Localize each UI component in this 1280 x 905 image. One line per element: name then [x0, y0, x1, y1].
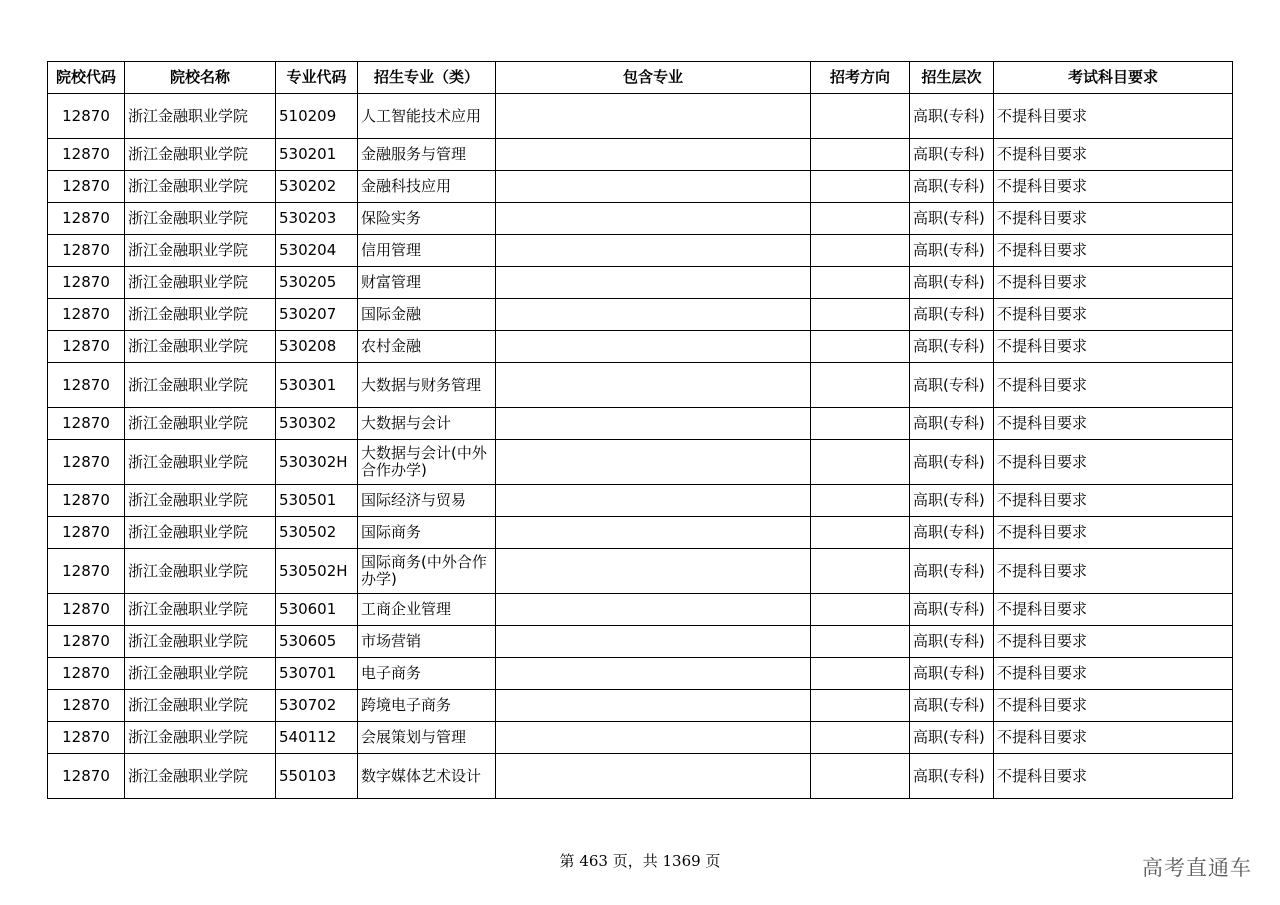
cell-school-code: 12870 [48, 440, 125, 485]
cell-school-code: 12870 [48, 485, 125, 517]
cell-direction [811, 171, 910, 203]
watermark: 高考直通车 [1142, 856, 1252, 880]
cell-level: 高职(专科) [910, 94, 994, 139]
cell-included-majors [496, 549, 811, 594]
table-row [48, 203, 1233, 235]
cell-included-majors [496, 722, 811, 754]
cell-major-code: 510209 [276, 94, 358, 139]
cell-major-code: 530208 [276, 331, 358, 363]
cell-school-code: 12870 [48, 626, 125, 658]
cell-level: 高职(专科) [910, 754, 994, 799]
cell-level: 高职(专科) [910, 485, 994, 517]
cell-level: 高职(专科) [910, 690, 994, 722]
cell-major: 金融科技应用 [358, 171, 496, 203]
cell-level: 高职(专科) [910, 594, 994, 626]
cell-school-name: 浙江金融职业学院 [125, 658, 276, 690]
cell-included-majors [496, 594, 811, 626]
cell-major: 国际经济与贸易 [358, 485, 496, 517]
cell-included-majors [496, 485, 811, 517]
cell-included-majors [496, 331, 811, 363]
cell-school-code: 12870 [48, 331, 125, 363]
cell-major-code: 530601 [276, 594, 358, 626]
cell-school-name: 浙江金融职业学院 [125, 331, 276, 363]
cell-subject-req: 不提科目要求 [994, 94, 1233, 139]
cell-subject-req: 不提科目要求 [994, 722, 1233, 754]
cell-direction [811, 235, 910, 267]
cell-school-name: 浙江金融职业学院 [125, 440, 276, 485]
cell-major: 国际商务 [358, 517, 496, 549]
cell-level: 高职(专科) [910, 363, 994, 408]
cell-major-code: 530302H [276, 440, 358, 485]
cell-included-majors [496, 94, 811, 139]
cell-level: 高职(专科) [910, 626, 994, 658]
cell-included-majors [496, 203, 811, 235]
cell-school-name: 浙江金融职业学院 [125, 299, 276, 331]
cell-major-code: 530203 [276, 203, 358, 235]
cell-included-majors [496, 139, 811, 171]
cell-included-majors [496, 517, 811, 549]
cell-subject-req: 不提科目要求 [994, 485, 1233, 517]
table-row [48, 171, 1233, 203]
cell-major: 工商企业管理 [358, 594, 496, 626]
cell-direction [811, 485, 910, 517]
cell-major: 电子商务 [358, 658, 496, 690]
cell-school-code: 12870 [48, 299, 125, 331]
cell-included-majors [496, 363, 811, 408]
cell-direction [811, 408, 910, 440]
cell-subject-req: 不提科目要求 [994, 517, 1233, 549]
cell-subject-req: 不提科目要求 [994, 549, 1233, 594]
cell-major: 大数据与财务管理 [358, 363, 496, 408]
table-row [48, 754, 1233, 799]
cell-direction [811, 517, 910, 549]
cell-direction [811, 203, 910, 235]
cell-direction [811, 722, 910, 754]
cell-direction [811, 363, 910, 408]
header-included-majors: 包含专业 [496, 62, 811, 94]
cell-school-code: 12870 [48, 171, 125, 203]
cell-major: 数字媒体艺术设计 [358, 754, 496, 799]
cell-school-code: 12870 [48, 203, 125, 235]
cell-subject-req: 不提科目要求 [994, 171, 1233, 203]
table-row [48, 235, 1233, 267]
cell-school-name: 浙江金融职业学院 [125, 139, 276, 171]
cell-level: 高职(专科) [910, 171, 994, 203]
cell-major-code: 530202 [276, 171, 358, 203]
cell-level: 高职(专科) [910, 517, 994, 549]
table-row [48, 440, 1233, 485]
cell-included-majors [496, 690, 811, 722]
table-row [48, 690, 1233, 722]
cell-school-code: 12870 [48, 235, 125, 267]
cell-direction [811, 690, 910, 722]
cell-school-name: 浙江金融职业学院 [125, 690, 276, 722]
cell-school-code: 12870 [48, 549, 125, 594]
cell-level: 高职(专科) [910, 722, 994, 754]
table-row [48, 408, 1233, 440]
cell-direction [811, 139, 910, 171]
header-major: 招生专业（类） [358, 62, 496, 94]
cell-direction [811, 94, 910, 139]
table-row [48, 722, 1233, 754]
cell-major-code: 530605 [276, 626, 358, 658]
cell-direction [811, 267, 910, 299]
cell-included-majors [496, 299, 811, 331]
cell-level: 高职(专科) [910, 331, 994, 363]
cell-school-code: 12870 [48, 754, 125, 799]
cell-school-name: 浙江金融职业学院 [125, 94, 276, 139]
cell-major-code: 530204 [276, 235, 358, 267]
cell-level: 高职(专科) [910, 235, 994, 267]
cell-school-name: 浙江金融职业学院 [125, 363, 276, 408]
page-number: 第 463 页，共 1369 页 [559, 852, 721, 870]
cell-level: 高职(专科) [910, 658, 994, 690]
cell-included-majors [496, 171, 811, 203]
cell-level: 高职(专科) [910, 408, 994, 440]
table-row [48, 549, 1233, 594]
cell-major: 市场营销 [358, 626, 496, 658]
header-level: 招生层次 [910, 62, 994, 94]
cell-school-code: 12870 [48, 594, 125, 626]
cell-school-name: 浙江金融职业学院 [125, 267, 276, 299]
cell-major-code: 530502H [276, 549, 358, 594]
cell-subject-req: 不提科目要求 [994, 139, 1233, 171]
cell-included-majors [496, 626, 811, 658]
table-header-row [48, 62, 1233, 94]
cell-school-name: 浙江金融职业学院 [125, 235, 276, 267]
cell-school-name: 浙江金融职业学院 [125, 171, 276, 203]
cell-major: 农村金融 [358, 331, 496, 363]
cell-major-code: 530502 [276, 517, 358, 549]
cell-subject-req: 不提科目要求 [994, 363, 1233, 408]
cell-level: 高职(专科) [910, 139, 994, 171]
admissions-table [47, 61, 1233, 799]
cell-school-code: 12870 [48, 363, 125, 408]
cell-subject-req: 不提科目要求 [994, 754, 1233, 799]
cell-school-name: 浙江金融职业学院 [125, 408, 276, 440]
cell-level: 高职(专科) [910, 440, 994, 485]
cell-included-majors [496, 408, 811, 440]
cell-school-code: 12870 [48, 139, 125, 171]
header-school-code: 院校代码 [48, 62, 125, 94]
cell-direction [811, 331, 910, 363]
header-major-code: 专业代码 [276, 62, 358, 94]
cell-direction [811, 549, 910, 594]
cell-school-code: 12870 [48, 267, 125, 299]
cell-major-code: 550103 [276, 754, 358, 799]
cell-subject-req: 不提科目要求 [994, 440, 1233, 485]
cell-included-majors [496, 658, 811, 690]
cell-school-name: 浙江金融职业学院 [125, 517, 276, 549]
cell-subject-req: 不提科目要求 [994, 235, 1233, 267]
cell-major: 金融服务与管理 [358, 139, 496, 171]
cell-included-majors [496, 754, 811, 799]
cell-subject-req: 不提科目要求 [994, 267, 1233, 299]
cell-major: 人工智能技术应用 [358, 94, 496, 139]
header-subject-req: 考试科目要求 [994, 62, 1233, 94]
table-row [48, 139, 1233, 171]
cell-school-code: 12870 [48, 690, 125, 722]
cell-major-code: 540112 [276, 722, 358, 754]
cell-direction [811, 299, 910, 331]
table-body [48, 94, 1233, 799]
cell-level: 高职(专科) [910, 299, 994, 331]
cell-major: 信用管理 [358, 235, 496, 267]
cell-subject-req: 不提科目要求 [994, 658, 1233, 690]
cell-major: 国际金融 [358, 299, 496, 331]
cell-subject-req: 不提科目要求 [994, 690, 1233, 722]
table-row [48, 594, 1233, 626]
cell-school-name: 浙江金融职业学院 [125, 485, 276, 517]
table-row [48, 299, 1233, 331]
cell-school-name: 浙江金融职业学院 [125, 626, 276, 658]
cell-major: 国际商务(中外合作办学) [358, 549, 496, 594]
cell-direction [811, 658, 910, 690]
cell-major-code: 530702 [276, 690, 358, 722]
cell-major-code: 530501 [276, 485, 358, 517]
cell-school-name: 浙江金融职业学院 [125, 754, 276, 799]
cell-major: 财富管理 [358, 267, 496, 299]
header-direction: 招考方向 [811, 62, 910, 94]
cell-major: 会展策划与管理 [358, 722, 496, 754]
cell-subject-req: 不提科目要求 [994, 408, 1233, 440]
cell-major-code: 530201 [276, 139, 358, 171]
cell-major: 大数据与会计(中外合作办学) [358, 440, 496, 485]
cell-included-majors [496, 440, 811, 485]
table-row [48, 517, 1233, 549]
cell-included-majors [496, 267, 811, 299]
cell-direction [811, 594, 910, 626]
cell-school-code: 12870 [48, 408, 125, 440]
cell-major-code: 530205 [276, 267, 358, 299]
table-row [48, 331, 1233, 363]
cell-subject-req: 不提科目要求 [994, 299, 1233, 331]
cell-included-majors [496, 235, 811, 267]
cell-school-code: 12870 [48, 722, 125, 754]
cell-direction [811, 754, 910, 799]
cell-school-name: 浙江金融职业学院 [125, 722, 276, 754]
cell-school-code: 12870 [48, 517, 125, 549]
table-row [48, 363, 1233, 408]
cell-major-code: 530302 [276, 408, 358, 440]
cell-school-name: 浙江金融职业学院 [125, 549, 276, 594]
cell-school-name: 浙江金融职业学院 [125, 203, 276, 235]
table-row [48, 267, 1233, 299]
cell-direction [811, 626, 910, 658]
cell-major-code: 530207 [276, 299, 358, 331]
cell-major-code: 530301 [276, 363, 358, 408]
cell-school-code: 12870 [48, 94, 125, 139]
table-row [48, 485, 1233, 517]
cell-subject-req: 不提科目要求 [994, 626, 1233, 658]
cell-major: 保险实务 [358, 203, 496, 235]
table-row [48, 658, 1233, 690]
cell-major: 大数据与会计 [358, 408, 496, 440]
cell-level: 高职(专科) [910, 203, 994, 235]
cell-direction [811, 440, 910, 485]
cell-subject-req: 不提科目要求 [994, 331, 1233, 363]
cell-level: 高职(专科) [910, 549, 994, 594]
cell-subject-req: 不提科目要求 [994, 203, 1233, 235]
cell-school-code: 12870 [48, 658, 125, 690]
cell-level: 高职(专科) [910, 267, 994, 299]
cell-school-name: 浙江金融职业学院 [125, 594, 276, 626]
cell-major: 跨境电子商务 [358, 690, 496, 722]
table-row [48, 94, 1233, 139]
cell-subject-req: 不提科目要求 [994, 594, 1233, 626]
header-school-name: 院校名称 [125, 62, 276, 94]
cell-major-code: 530701 [276, 658, 358, 690]
table-row [48, 626, 1233, 658]
